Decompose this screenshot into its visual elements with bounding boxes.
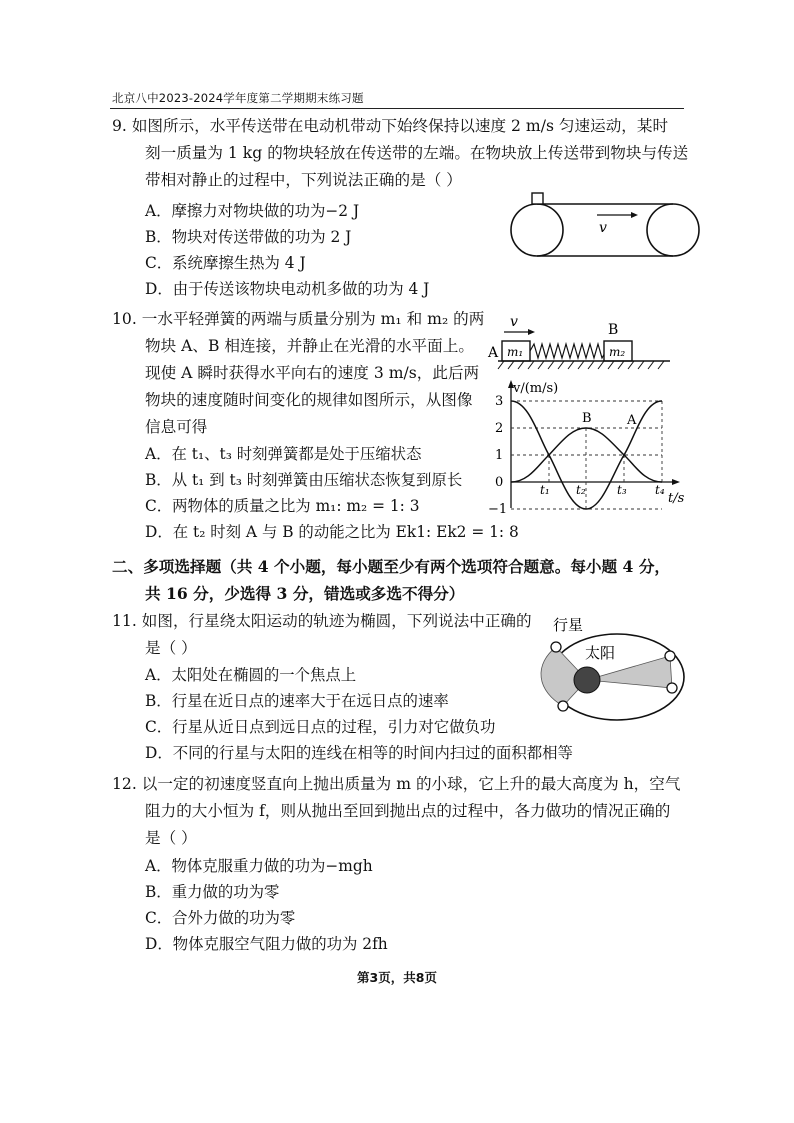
q9-line-3: 带相对静止的过程中，下列说法正确的是（ ） <box>145 171 462 189</box>
q10-option-d: D．在 t₂ 时刻 A 与 B 的动能之比为 Ek1: Ek2 = 1: 8 <box>145 523 519 541</box>
spring <box>530 344 608 358</box>
block-b-label: B <box>608 322 619 338</box>
initial-velocity-label: v <box>510 314 518 330</box>
q9-line-1: 9. 如图所示，水平传送带在电动机带动下始终保持以速度 2 m/s 匀速运动，某时 <box>112 117 669 135</box>
q11-line-1: 11. 如图，行星绕太阳运动的轨迹为椭圆，下列说法中正确的 <box>112 612 532 630</box>
x-tick-t4: t₄ <box>655 483 665 497</box>
y-tick-2: 2 <box>495 421 504 436</box>
q11-option-d: D．不同的行星与太阳的连线在相等的时间内扫过的面积都相等 <box>145 744 573 762</box>
q10-line-1: 10. 一水平轻弹簧的两端与质量分别为 m₁ 和 m₂ 的两 <box>112 310 485 328</box>
conveyor-belt-figure <box>505 190 710 262</box>
x-tick-t1: t₁ <box>540 483 550 497</box>
q11-option-a: A．太阳处在椭圆的一个焦点上 <box>145 666 357 684</box>
q12-option-c: C．合外力做的功为零 <box>145 909 296 927</box>
q10-option-c: C．两物体的质量之比为 m₁: m₂ = 1: 3 <box>145 497 420 515</box>
block-a-label: A <box>488 345 499 361</box>
velocity-time-graph <box>484 378 694 516</box>
q10-line-4: 物块的速度随时间变化的规律如图所示，从图像 <box>145 391 473 409</box>
q10-option-a: A．在 t₁、t₃ 时刻弹簧都是处于压缩状态 <box>145 445 422 463</box>
q12-option-a: A．物体克服重力做的功为−mgh <box>145 857 373 875</box>
page-header: 北京八中2023-2024学年度第二学期期末练习题 <box>112 91 364 105</box>
x-axis-title: t/s <box>668 491 685 506</box>
q12-option-d: D．物体克服空气阻力做的功为 2fh <box>145 935 388 953</box>
section-2-heading-line-2: 共 16 分，少选得 3 分，错选或多选不得分） <box>145 584 465 603</box>
curve-label-b: B <box>582 411 592 426</box>
sun <box>574 667 600 693</box>
q11-option-c: C．行星从近日点到远日点的过程，引力对它做负功 <box>145 718 496 736</box>
q11-option-b: B．行星在近日点的速率大于在远日点的速率 <box>145 692 449 710</box>
mass-a-label: m₁ <box>507 345 524 359</box>
q10-option-b: B．从 t₁ 到 t₃ 时刻弹簧由压缩状态恢复到原长 <box>145 471 463 489</box>
x-tick-t3: t₃ <box>617 483 627 497</box>
q9-option-d: D．由于传送该物块电动机多做的功为 4 J <box>145 280 430 298</box>
q10-line-5: 信息可得 <box>145 418 208 436</box>
q9-option-c: C．系统摩擦生热为 4 J <box>145 254 306 272</box>
sun-label: 太阳 <box>585 644 616 662</box>
q9-option-a: A．摩擦力对物块做的功为−2 J <box>145 202 360 220</box>
block-on-belt <box>532 193 543 204</box>
y-tick-3: 3 <box>495 394 504 409</box>
q12-line-1: 12. 以一定的初速度竖直向上抛出质量为 m 的小球，它上升的最大高度为 h，空气 <box>112 775 681 793</box>
planet-1 <box>551 642 561 652</box>
y-tick-1: 1 <box>495 448 504 463</box>
planet-2 <box>558 701 568 711</box>
q12-line-3: 是（ ） <box>145 829 197 847</box>
q10-line-3: 现使 A 瞬时获得水平向右的速度 3 m/s，此后两 <box>145 364 480 382</box>
q12-line-2: 阻力的大小恒为 f，则从抛出至回到抛出点的过程中，各力做功的情况正确的 <box>145 802 671 820</box>
planet-3 <box>665 651 675 661</box>
planet-orbit-figure <box>538 612 688 722</box>
q10-line-2: 物块 A、B 相连接，并静止在光滑的水平面上。 <box>145 337 474 355</box>
planet-label: 行星 <box>553 616 584 634</box>
q11-line-2: 是（ ） <box>145 639 197 657</box>
q9-line-2: 刻一质量为 1 kg 的物块轻放在传送带的左端。在物块放上传送带到物块与传送 <box>145 144 689 162</box>
y-tick-0: 0 <box>495 475 504 490</box>
mass-b-label: m₂ <box>609 345 626 359</box>
q12-option-b: B．重力做的功为零 <box>145 883 280 901</box>
header-rule <box>110 108 684 109</box>
curve-label-a: A <box>627 413 637 428</box>
planet-4 <box>667 683 677 693</box>
page-footer: 第3页，共8页 <box>357 970 437 985</box>
y-tick-neg1: −1 <box>488 502 508 516</box>
section-2-heading-line-1: 二、多项选择题（共 4 个小题，每小题至少有两个选项符合题意。每小题 4 分， <box>112 557 671 576</box>
belt-velocity-label: v <box>599 220 607 236</box>
x-tick-t2: t₂ <box>576 483 586 497</box>
y-axis-title: v/(m/s) <box>513 381 559 396</box>
spring-block-figure <box>484 312 684 378</box>
q9-option-b: B．物块对传送带做的功为 2 J <box>145 228 352 246</box>
